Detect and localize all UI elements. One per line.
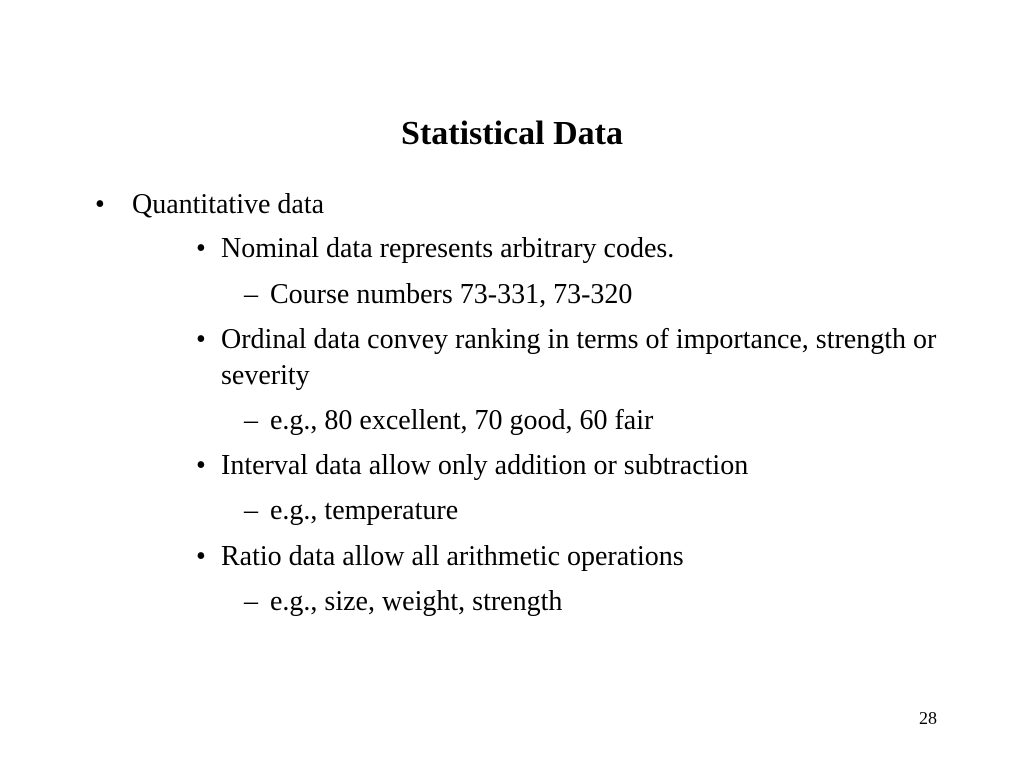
dash-marker: –	[244, 586, 258, 617]
subbullet-text: Ordinal data convey ranking in terms of importance, strength or severity	[221, 324, 937, 391]
dash-marker: –	[244, 279, 258, 310]
dash-marker: –	[244, 495, 258, 526]
example-text: e.g., size, weight, strength	[270, 586, 563, 617]
bullet-marker: •	[196, 541, 206, 572]
dash-marker: –	[244, 405, 258, 436]
subbullet-text: Ratio data allow all arithmetic operations	[221, 541, 684, 572]
bullet-marker: •	[95, 189, 105, 220]
example-text: e.g., 80 excellent, 70 good, 60 fair	[270, 405, 654, 436]
page-number: 28	[919, 708, 937, 728]
subbullet-text: Nominal data represents arbitrary codes.	[221, 233, 675, 264]
bullet-text: Quantitative data	[132, 189, 325, 220]
bullet-marker: •	[196, 324, 206, 355]
example-text: e.g., temperature	[270, 495, 459, 526]
example-text: Course numbers 73-331, 73-320	[270, 279, 633, 310]
subbullet-text: Interval data allow only addition or subtraction	[221, 450, 749, 481]
bullet-marker: •	[196, 450, 206, 481]
slide-title: Statistical Data	[401, 115, 623, 152]
bullet-marker: •	[196, 233, 206, 264]
